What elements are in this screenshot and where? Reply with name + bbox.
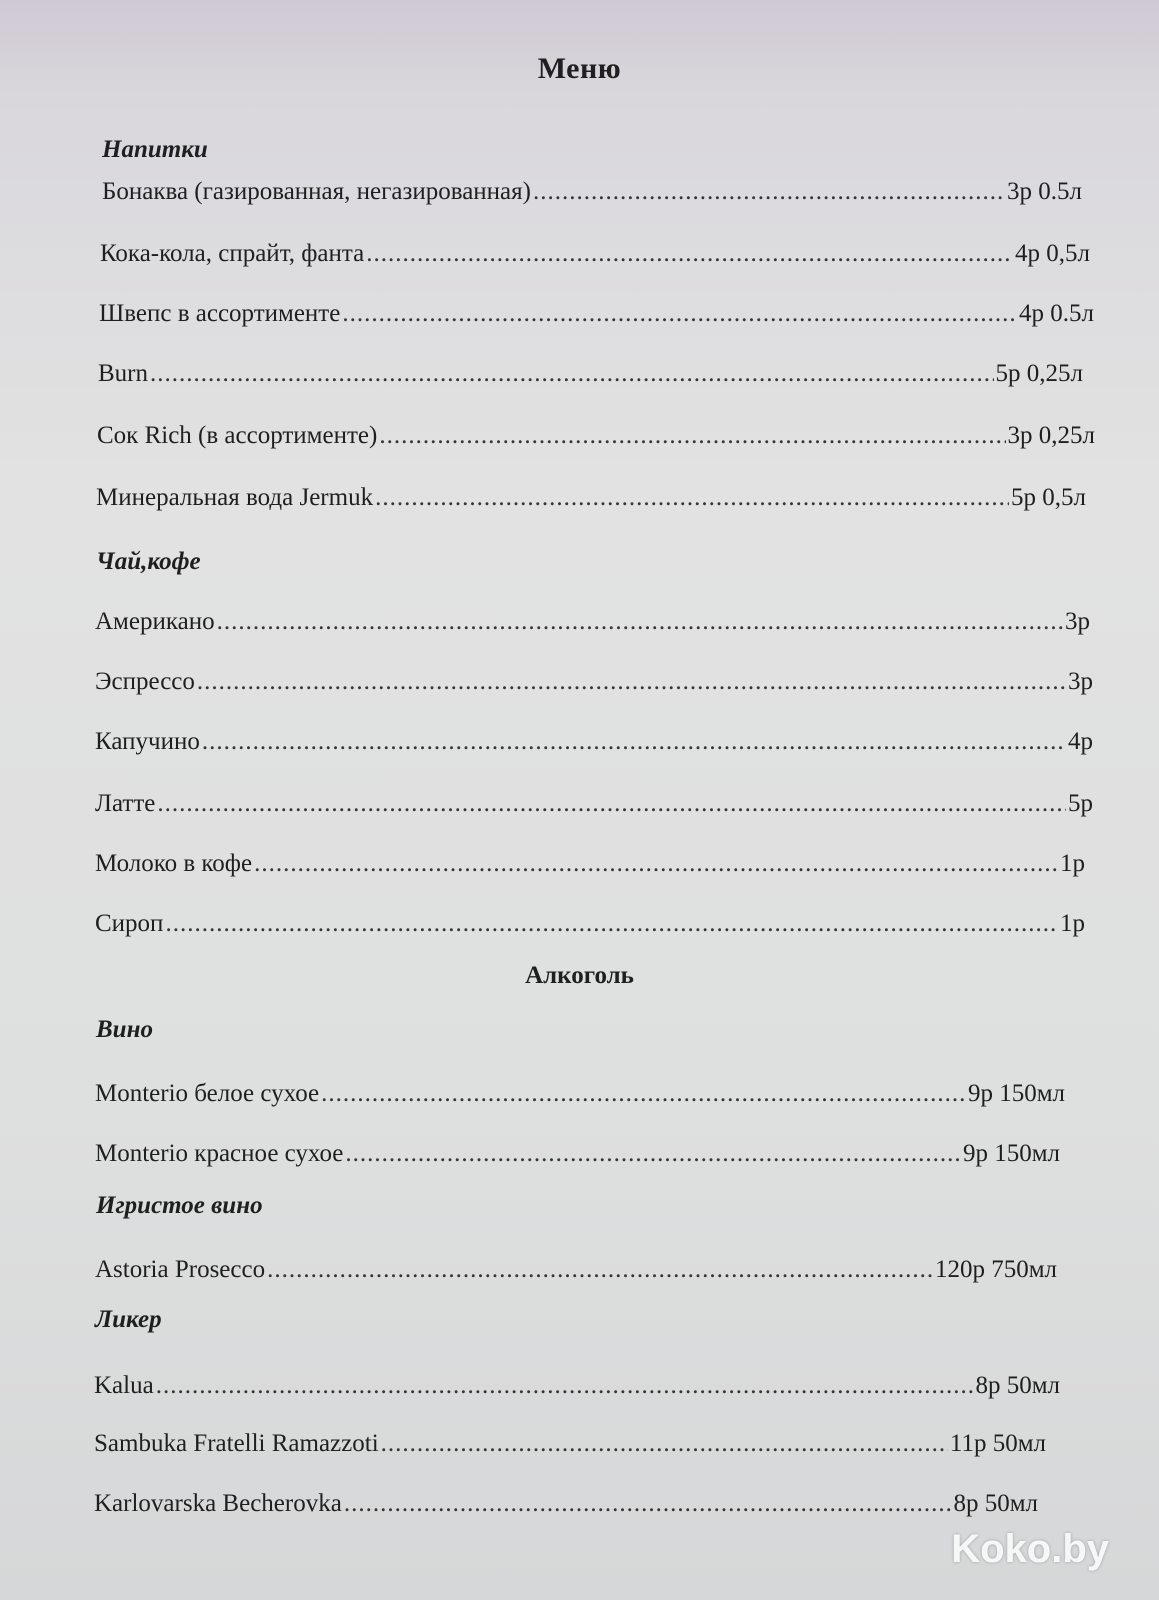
item-price: 8р 50мл — [975, 1372, 1060, 1399]
menu-item — [95, 1140, 1060, 1168]
menu-item — [95, 608, 1090, 636]
item-price: 9р 150мл — [967, 1080, 1065, 1107]
menu-item — [94, 1430, 1046, 1458]
leader-dots — [381, 1430, 948, 1458]
leader-dots — [366, 240, 1013, 268]
item-price: 3р 0.5л — [1007, 178, 1082, 205]
section-heading-tea-coffee: Чай,кофе — [96, 548, 201, 575]
item-price: 5р 0,25л — [995, 360, 1083, 387]
item-name: Sambuka Fratelli Ramazzoti — [94, 1430, 379, 1457]
section-heading-liqueur: Ликер — [95, 1306, 162, 1333]
item-name: Швепс в ассортименте — [99, 300, 341, 327]
menu-item — [95, 728, 1093, 756]
leader-dots — [202, 728, 1066, 756]
leader-dots — [533, 178, 1005, 206]
menu-item — [94, 1490, 1038, 1518]
menu-item — [102, 178, 1082, 206]
leader-dots — [345, 1140, 961, 1168]
item-name: Капучино — [95, 728, 200, 755]
item-price: 5р 0,5л — [1011, 484, 1086, 511]
leader-dots — [150, 360, 994, 388]
item-name: Эспрессо — [95, 668, 195, 695]
menu-item — [94, 1372, 1060, 1400]
section-heading-sparkling: Игристое вино — [96, 1192, 263, 1219]
leader-dots — [342, 300, 1017, 328]
item-price: 4р 0.5л — [1019, 300, 1094, 327]
item-price: 3р 0,25л — [1007, 422, 1095, 449]
menu-item — [95, 910, 1085, 938]
leader-dots — [254, 850, 1058, 878]
item-name: Американо — [95, 608, 215, 635]
item-price: 8р 50мл — [953, 1490, 1038, 1517]
menu-item — [97, 422, 1095, 450]
watermark-logo: Koko.by — [951, 1527, 1109, 1571]
menu-item — [95, 668, 1093, 696]
item-name: Минеральная вода Jermuk — [96, 484, 374, 511]
item-name: Кока-кола, спрайт, фанта — [100, 240, 365, 267]
page-title: Меню — [537, 52, 622, 85]
menu-item — [95, 850, 1085, 878]
leader-dots — [217, 608, 1063, 636]
menu-item — [98, 360, 1083, 388]
leader-dots — [344, 1490, 952, 1518]
item-name: Monterio красное сухое — [95, 1140, 344, 1167]
item-name: Burn — [98, 360, 148, 387]
alcohol-heading: Алкоголь — [525, 962, 634, 989]
item-name: Сироп — [95, 910, 164, 937]
section-heading-drinks: Напитки — [102, 136, 208, 163]
menu-item — [95, 1080, 1065, 1108]
item-name: Молоко в кофе — [95, 850, 253, 877]
item-name: Karlovarska Becherovka — [94, 1490, 342, 1517]
leader-dots — [321, 1080, 966, 1108]
menu-item — [99, 300, 1094, 328]
item-price: 9р 150мл — [962, 1140, 1060, 1167]
item-name: Monterio белое сухое — [95, 1080, 320, 1107]
item-price: 3р — [1065, 608, 1090, 635]
item-price: 4р — [1068, 728, 1093, 755]
item-price: 4р 0,5л — [1015, 240, 1090, 267]
item-name: Astoria Prosecco — [95, 1256, 266, 1283]
leader-dots — [156, 1372, 974, 1400]
item-price: 1р — [1060, 910, 1085, 937]
leader-dots — [165, 910, 1058, 938]
leader-dots — [267, 1256, 933, 1284]
item-price: 120р 750мл — [934, 1256, 1057, 1283]
item-name: Латте — [95, 790, 156, 817]
item-price: 1р — [1060, 850, 1085, 877]
item-price: 5р — [1068, 790, 1093, 817]
leader-dots — [197, 668, 1066, 696]
leader-dots — [375, 484, 1009, 512]
menu-item — [96, 484, 1086, 512]
item-price: 11р 50мл — [949, 1430, 1046, 1457]
menu-item — [95, 790, 1093, 818]
menu-item — [95, 1256, 1057, 1284]
item-name: Бонаква (газированная, негазированная) — [102, 178, 531, 205]
section-heading-wine: Вино — [96, 1016, 153, 1043]
leader-dots — [157, 790, 1066, 818]
item-price: 3р — [1068, 668, 1093, 695]
menu-item — [100, 240, 1090, 268]
item-name: Kalua — [94, 1372, 154, 1399]
item-name: Сок Rich (в ассортименте) — [97, 422, 378, 449]
leader-dots — [379, 422, 1005, 450]
